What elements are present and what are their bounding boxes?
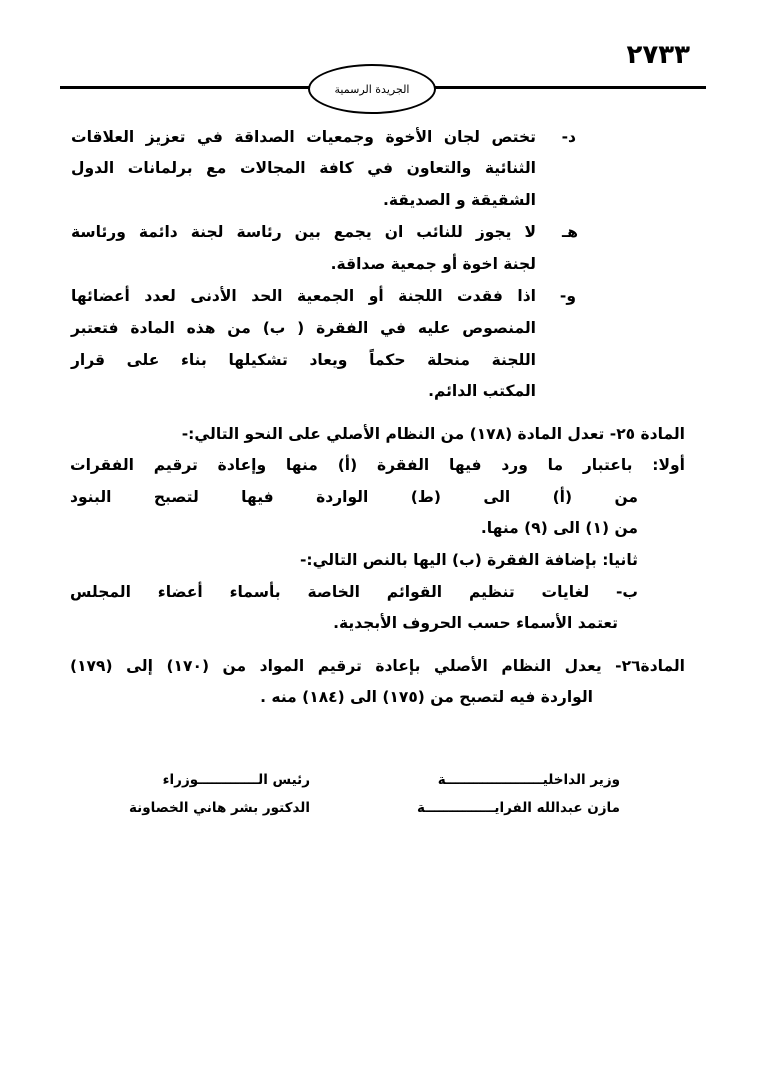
clause-h-marker: هـ (561, 223, 578, 241)
article-26-line-1: المادة٢٦- يعدل النظام الأصلي بإعادة ترقيم المواد من (١٧٠) إلى (١٧٩) (70, 657, 685, 675)
article-25-heading: المادة ٢٥- تعدل المادة (١٧٨) من النظام الأصلي على النحو التالي:- (181, 425, 685, 443)
clause-d-line-1: تختص لجان الأخوة وجمعيات الصداقة في تعزيز العلاقات (71, 128, 536, 146)
article-25-first-line-2: من (أ) الى (ط) الواردة فيها لتصبح البنود (70, 488, 638, 506)
clause-w-line-1: اذا فقدت اللجنة أو الجمعية الحد الأدنى لعدد أعضائها (71, 287, 536, 305)
clause-d-marker: د- (561, 128, 576, 146)
clause-w-line-3: اللجنة منحلة حكماً ويعاد تشكيلها بناء على قرار (71, 351, 536, 369)
clause-d-line-2: الثنائية والتعاون في كافة المجالات مع برلمانات الدول (71, 159, 536, 177)
clause-w-line-2: المنصوص عليه في الفقرة ( ب) من هذه المادة فتعتبر (71, 319, 536, 337)
article-25-second: ثانيا: بإضافة الفقرة (ب) اليها بالنص التالي:- (299, 551, 638, 569)
article-25-first-line-1: أولا: باعتبار ما ورد فيها الفقرة (أ) منها وإعادة ترقيم الفقرات (70, 456, 685, 474)
gazette-oval-label: الجريدة الرسمية (308, 64, 436, 114)
clause-d-line-3: الشقيقة و الصديقة. (383, 191, 536, 209)
clause-w-line-4: المكتب الدائم. (428, 382, 536, 400)
prime-minister-title: رئيس الـــــــــــــوزراء (162, 772, 310, 788)
interior-minister-name: مازن عبدالله الفرايـــــــــــــــة (417, 800, 620, 816)
article-25-b-line-2: تعتمد الأسماء حسب الحروف الأبجدية. (333, 614, 618, 632)
page-number: ٢٧٣٣ (626, 40, 690, 70)
prime-minister-name: الدكتور بشر هاني الخصاونة (129, 800, 310, 816)
clause-w-marker: و- (559, 287, 576, 305)
clause-h-line-2: لجنة اخوة أو جمعية صداقة. (330, 255, 536, 273)
article-25-first-line-3: من (١) الى (٩) منها. (480, 519, 638, 537)
article-25-b-line-1: ب- لغايات تنظيم القوائم الخاصة بأسماء أعضاء المجلس (70, 583, 638, 601)
clause-h-line-1: لا يجوز للنائب ان يجمع بين رئاسة لجنة دائمة ورئاسة (71, 223, 536, 241)
interior-minister-title: وزير الداخليـــــــــــــــــــــة (437, 772, 620, 788)
article-26-line-2: الواردة فيه لتصبح من (١٧٥) الى (١٨٤) منه . (260, 688, 593, 706)
